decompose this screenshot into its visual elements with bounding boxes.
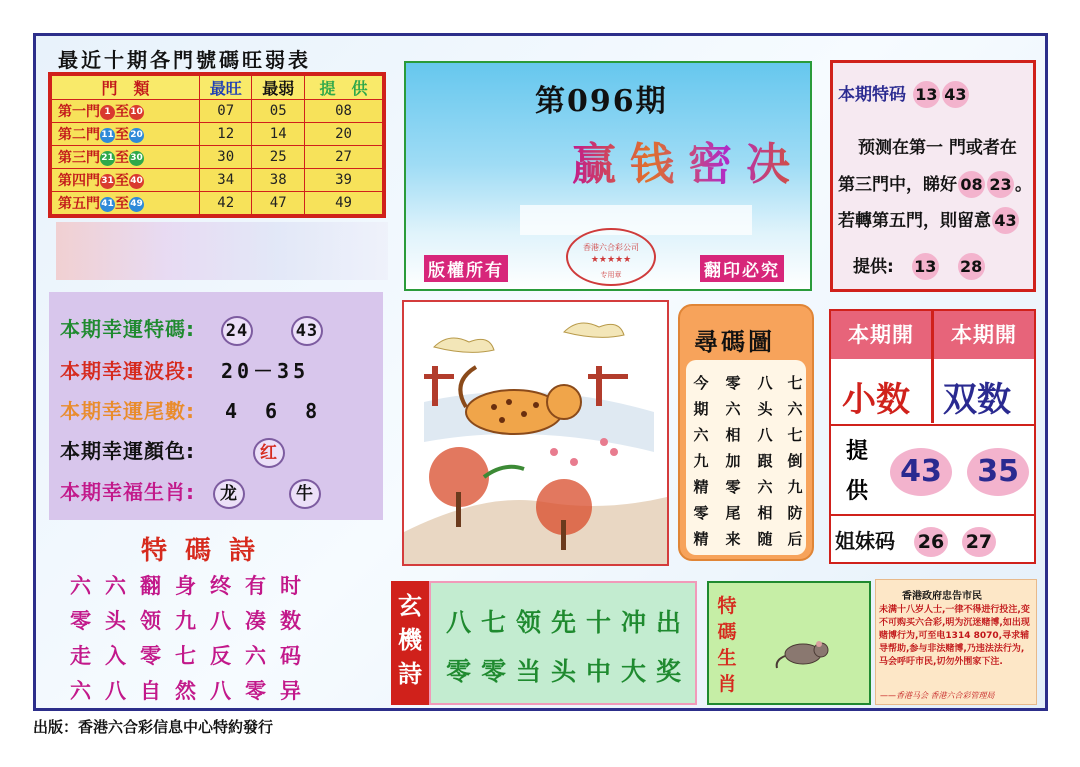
predict-line-2-end: 。 — [1015, 175, 1032, 195]
stat-provide: 08 — [304, 100, 382, 123]
range-end-ball: 20 — [129, 128, 144, 143]
group-name: 第三門 — [58, 150, 100, 166]
predict-line-2 — [838, 170, 1032, 198]
divider — [931, 311, 934, 423]
group-name: 第二門 — [58, 127, 100, 143]
stat-max: 42 — [199, 192, 252, 215]
sister-ball: 27 — [962, 527, 996, 557]
stat-min: 25 — [252, 146, 305, 169]
poem-title: 特碼詩 — [141, 536, 274, 566]
sister-row — [835, 525, 997, 557]
group-cell — [52, 123, 200, 146]
provide-big-ball: 43 — [890, 448, 952, 496]
stat-min: 05 — [252, 100, 305, 123]
notice-body: 未满十八岁人士,一律不得进行投注,变不可购买六合彩,明为沉迷赌博,如出现赌博行为,可至电1314 8070,寻求辅导帮助,参与非法赌博,乃违法法行为,马会呼吁市民,切勿外围家下注. — [879, 605, 1030, 667]
predict-ball: 23 — [987, 171, 1014, 198]
range-start-ball: 21 — [100, 151, 115, 166]
range-end-ball: 30 — [129, 151, 144, 166]
find-code-column: 今期六九精零精 — [693, 374, 709, 548]
range-end-ball: 49 — [129, 197, 144, 212]
result-value-left: 小数 — [842, 380, 910, 420]
range-to: 至 — [115, 150, 129, 166]
range-start-ball: 41 — [100, 197, 115, 212]
group-name: 第四門 — [58, 173, 100, 189]
find-code-column: 零六相加零尾来 — [725, 374, 741, 548]
page-title: 最近十期各門號碼旺弱表 — [58, 48, 311, 72]
cat-illustration — [404, 302, 667, 564]
poem-line: 零头领九八凑数 — [70, 609, 315, 633]
range-start-ball: 1 — [100, 105, 115, 120]
illustration-panel — [402, 300, 669, 566]
zodiac-value: 牛 — [289, 479, 321, 509]
range-to: 至 — [115, 173, 129, 189]
lucky-color-label: 本期幸運顏色: — [60, 439, 195, 463]
result-head-right: 本期開 — [934, 311, 1034, 359]
predict-ball: 08 — [958, 171, 985, 198]
result-head-left: 本期開 — [831, 311, 931, 359]
seal-stars: ★★★★★ — [590, 255, 632, 265]
lucky-color-value: 红 — [253, 438, 285, 468]
stats-row — [52, 192, 383, 215]
provide-label-vertical: 提供 — [846, 439, 869, 504]
provide-balls — [890, 448, 1029, 496]
provide-ball: 13 — [912, 253, 939, 280]
provide-label: 提供: — [853, 257, 894, 277]
provide-big-ball: 35 — [967, 448, 1029, 496]
stats-table — [48, 72, 386, 218]
stat-max: 12 — [199, 123, 252, 146]
stat-max: 34 — [199, 169, 252, 192]
special-code-label: 本期特码 — [838, 85, 906, 105]
group-name: 第五門 — [58, 196, 100, 212]
predict-line-3 — [838, 206, 1020, 234]
lucky-ball: 43 — [291, 316, 323, 346]
stat-provide: 27 — [304, 146, 382, 169]
lucky-zodiac-label: 本期幸福生肖: — [60, 480, 195, 504]
company-seal — [566, 228, 656, 286]
provide-ball: 28 — [958, 253, 985, 280]
stat-min: 38 — [252, 169, 305, 192]
range-to: 至 — [115, 127, 129, 143]
predict-line-3-text: 若轉第五門，則留意 — [838, 211, 991, 231]
range-to: 至 — [115, 104, 129, 120]
group-cell — [52, 100, 200, 123]
header-max: 最旺 — [199, 76, 252, 100]
divider — [831, 514, 1034, 516]
lucky-tail-label: 本期幸運尾數: — [60, 399, 195, 423]
predict-ball: 43 — [992, 207, 1019, 234]
stat-provide: 39 — [304, 169, 382, 192]
find-code-column: 八头八跟六相随 — [757, 374, 773, 548]
poem-line: 六八自然八零异 — [70, 679, 315, 703]
copyright-left: 版權所有 — [424, 255, 508, 282]
predict-line-1: 预测在第一 門或者在 — [858, 138, 1017, 158]
sister-label: 姐妹码 — [835, 529, 895, 553]
stats-row — [52, 100, 383, 123]
xuan-line: 零零当头中大奖 — [446, 657, 692, 686]
stat-max: 30 — [199, 146, 252, 169]
range-to: 至 — [115, 196, 129, 212]
footer-publisher: 出版：香港六合彩信息中心特約發行 — [33, 718, 274, 736]
header-category: 門 類 — [52, 76, 200, 100]
group-cell — [52, 169, 200, 192]
result-value-right: 双数 — [943, 380, 1011, 420]
copyright-right: 翻印必究 — [700, 255, 784, 282]
stats-row — [52, 169, 383, 192]
lucky-tail-row — [60, 395, 325, 424]
blurred-banner — [56, 222, 388, 280]
stat-max: 07 — [199, 100, 252, 123]
special-ball: 13 — [913, 81, 940, 108]
provide-row — [853, 252, 986, 280]
stats-row — [52, 146, 383, 169]
sister-ball: 26 — [914, 527, 948, 557]
stat-provide: 49 — [304, 192, 382, 215]
predict-line-2-text: 第三門中，睇好 — [838, 175, 957, 195]
lucky-zodiac-row — [60, 476, 321, 509]
divider — [831, 424, 1034, 426]
notice-sign: ——香港马会 香港六合彩管理局 — [880, 691, 995, 700]
header-provide: 提 供 — [304, 76, 382, 100]
lucky-wave-value: 20－35 — [220, 359, 310, 383]
lucky-special-label: 本期幸運特碼: — [60, 317, 195, 341]
group-cell — [52, 146, 200, 169]
special-code-row — [838, 80, 970, 108]
find-code-column: 七六七倒九防后 — [787, 374, 803, 548]
group-name: 第一門 — [58, 104, 100, 120]
stat-provide: 20 — [304, 123, 382, 146]
poem-line: 六六翻身终有时 — [70, 574, 315, 598]
notice-title: 香港政府忠告市民 — [902, 591, 982, 602]
lucky-tail-value: 4 6 8 — [224, 399, 326, 423]
stat-min: 47 — [252, 192, 305, 215]
xuan-label: 玄機詩 — [391, 581, 429, 705]
special-ball: 43 — [942, 81, 969, 108]
big-title: 赢钱密决 — [572, 128, 804, 192]
header-min: 最弱 — [252, 76, 305, 100]
range-start-ball: 31 — [100, 174, 115, 189]
lucky-wave-label: 本期幸運波段: — [60, 359, 195, 383]
special-zodiac-label: 特碼生肖 — [717, 595, 737, 695]
find-code-title: 尋碼圖 — [694, 328, 775, 356]
xuan-line: 八七领先十冲出 — [446, 608, 692, 637]
poem-line: 走入零七反六码 — [70, 644, 315, 668]
stats-row — [52, 123, 383, 146]
seal-sub: 专用章 — [600, 271, 622, 279]
lucky-special-row — [60, 313, 323, 346]
stat-min: 14 — [252, 123, 305, 146]
rat-icon — [775, 632, 835, 676]
zodiac-value: 龙 — [213, 479, 245, 509]
lucky-color-row — [60, 435, 285, 468]
range-start-ball: 11 — [100, 128, 115, 143]
issue-number: 第096期 — [535, 84, 668, 119]
seal-text: 香港六合彩公司 — [583, 243, 639, 252]
group-cell — [52, 192, 200, 215]
range-end-ball: 10 — [129, 105, 144, 120]
lucky-ball: 24 — [221, 316, 253, 346]
range-end-ball: 40 — [129, 174, 144, 189]
lucky-wave-row — [60, 355, 309, 384]
